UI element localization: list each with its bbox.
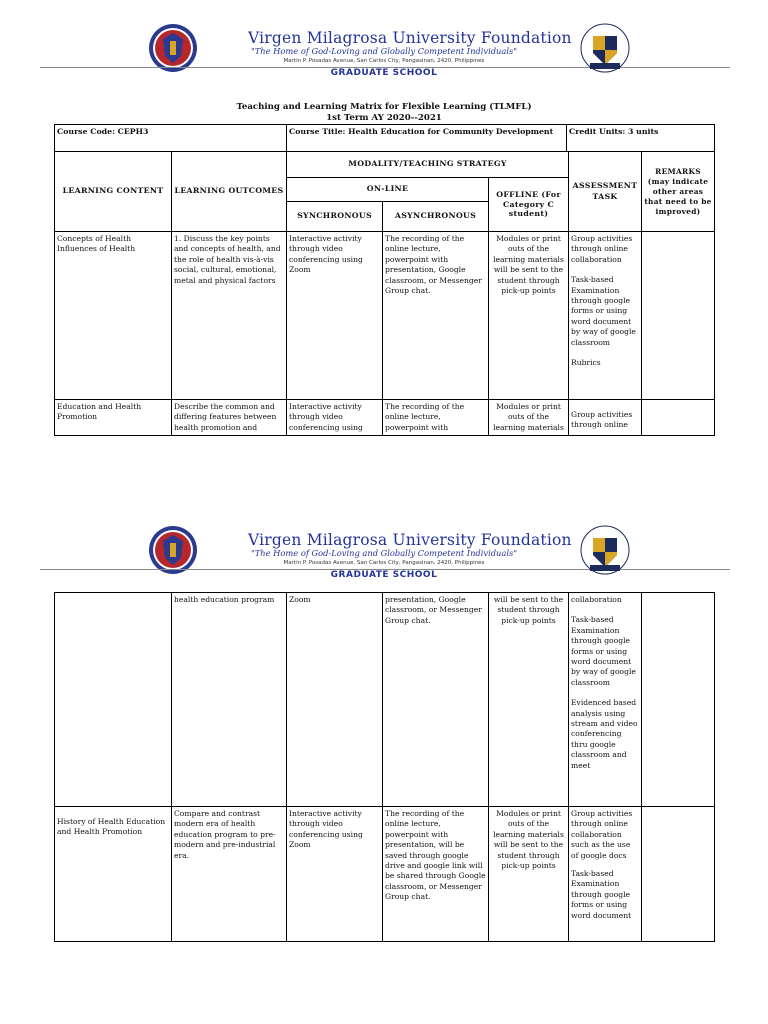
table-row — [55, 232, 715, 400]
cell-learning-outcome: health education program — [172, 593, 287, 807]
cell-offline: will be sent to the student through pick-up points — [489, 593, 569, 807]
cell-learning-outcome: Compare and contrast modern era of health education program to pre-modern and pre-industrial era. — [172, 807, 287, 942]
header-offline: OFFLINE (For Category C student) — [489, 178, 569, 232]
cell-offline: Modules or print outs of the learning materials — [489, 400, 569, 436]
cell-learning-content: History of Health Education and Health Promotion — [55, 807, 172, 942]
university-name: Virgen Milagrosa University Foundation — [248, 29, 572, 47]
header-asynchronous: ASYNCHRONOUS — [383, 202, 489, 232]
cell-assessment — [569, 400, 642, 436]
header-learning-outcomes: LEARNING OUTCOMES — [172, 152, 287, 232]
cell-asynchronous: The recording of the online lecture, powerpoint with — [383, 400, 489, 436]
graduate-school-logo — [580, 525, 630, 575]
table-row — [55, 400, 715, 436]
graduate-school-label: GRADUATE SCHOOL — [330, 570, 438, 580]
assessment-item: Evidenced based analysis using stream and video conferencing thru google classroom and meet — [571, 698, 638, 770]
assessment-item: collaboration — [571, 595, 622, 604]
cell-assessment — [569, 232, 642, 400]
assessment-item: Group activities through online collaboration — [571, 234, 633, 264]
course-code: Course Code: CEPH3 — [55, 125, 287, 152]
header-learning-content: LEARNING CONTENT — [55, 152, 172, 232]
university-address: Martin P. Posadas Avenue, San Carlos City, Pangasinan, 2420, Philippines — [283, 58, 485, 64]
cell-remarks — [642, 807, 715, 942]
document-title: Teaching and Learning Matrix for Flexible Learning (TLMFL) — [236, 102, 532, 112]
cell-learning-outcome: 1. Discuss the key points and concepts of health, and the role of health vis-à-vis social, cultural, emotional, metal and physical factors — [172, 232, 287, 400]
cell-synchronous: Interactive activity through video conferencing using Zoom — [287, 807, 383, 942]
learning-matrix-table-p2 — [54, 592, 715, 942]
university-motto: "The Home of God-Loving and Globally Competent Individuals" — [250, 548, 518, 558]
cell-learning-content: Concepts of Health Influences of Health — [55, 232, 172, 400]
cell-synchronous: Zoom — [287, 593, 383, 807]
cell-asynchronous: The recording of the online lecture, powerpoint with presentation, will be saved through google drive and google link will be shared through Google classroom, or Messenger Group chat. — [383, 807, 489, 942]
assessment-item: Group activities through online — [571, 410, 633, 430]
cell-remarks — [642, 400, 715, 436]
document-title-block — [54, 102, 714, 124]
letterhead — [0, 522, 768, 582]
graduate-school-label: GRADUATE SCHOOL — [330, 68, 438, 78]
cell-synchronous: Interactive activity through video conferencing using — [287, 400, 383, 436]
credit-units: Credit Units: 3 units — [567, 125, 715, 152]
assessment-item: Rubrics — [571, 358, 601, 368]
graduate-school-logo — [580, 23, 630, 73]
cell-assessment — [569, 593, 642, 807]
cell-learning-content: Education and Health Promotion — [55, 400, 172, 436]
letterhead — [0, 20, 768, 80]
assessment-item: Task-based Examination through google forms or using word document — [571, 869, 632, 920]
table-row — [55, 807, 715, 942]
university-address: Martin P. Posadas Avenue, San Carlos City, Pangasinan, 2420, Philippines — [283, 560, 485, 566]
header-remarks: REMARKS (may indicate other areas that need to be improved) — [642, 152, 715, 232]
document-term: 1st Term AY 2020--2021 — [326, 113, 442, 123]
cell-remarks — [642, 232, 715, 400]
assessment-item: Task-based Examination through google forms or using word document by way of google classroom — [571, 275, 636, 347]
cell-synchronous: Interactive activity through video conferencing using Zoom — [287, 232, 383, 400]
cell-asynchronous: presentation, Google classroom, or Messenger Group chat. — [383, 593, 489, 807]
university-seal-logo — [148, 525, 198, 575]
header-online: ON-LINE — [287, 178, 489, 202]
document-page-2 — [0, 518, 768, 1024]
course-info-table — [54, 124, 715, 152]
table-row — [55, 593, 715, 807]
assessment-item: Task-based Examination through google forms or using word document by way of google classroom — [571, 615, 636, 687]
header-synchronous: SYNCHRONOUS — [287, 202, 383, 232]
document-page-1 — [0, 0, 768, 445]
cell-learning-content — [55, 593, 172, 807]
cell-learning-outcome: Describe the common and differing features between health promotion and — [172, 400, 287, 436]
cell-asynchronous: The recording of the online lecture, powerpoint with presentation, Google classroom, or Messenger Group chat. — [383, 232, 489, 400]
course-title: Course Title: Health Education for Community Development — [287, 125, 567, 152]
learning-matrix-table-p1 — [54, 151, 715, 436]
university-name: Virgen Milagrosa University Foundation — [248, 531, 572, 549]
cell-remarks — [642, 593, 715, 807]
cell-assessment — [569, 807, 642, 942]
header-assessment: ASSESSMENT TASK — [569, 152, 642, 232]
cell-offline: Modules or print outs of the learning materials will be sent to the student through pick-up points — [489, 807, 569, 942]
cell-offline: Modules or print outs of the learning materials will be sent to the student through pick-up points — [489, 232, 569, 400]
university-motto: "The Home of God-Loving and Globally Competent Individuals" — [250, 46, 518, 56]
assessment-item: Group activities through online collaboration such as the use of google docs — [571, 809, 633, 860]
header-modality: MODALITY/TEACHING STRATEGY — [287, 152, 569, 178]
university-seal-logo — [148, 23, 198, 73]
